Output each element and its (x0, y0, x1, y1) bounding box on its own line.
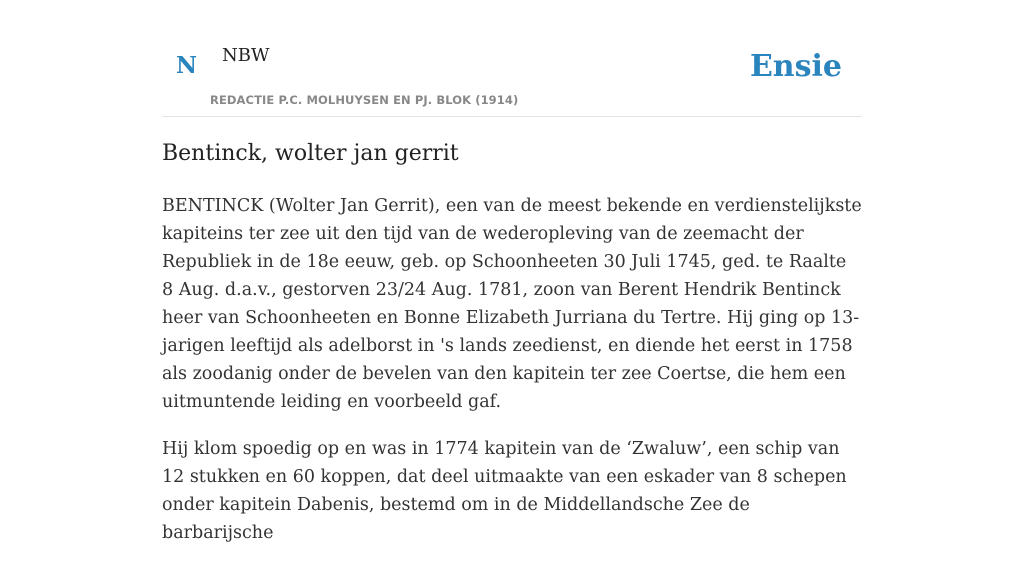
article-paragraph: BENTINCK (Wolter Jan Gerrit), een van de meest bekende en verdienstelijkste kapiteins ter zee uit den tijd van de wederopleving van de zeemacht der Republiek in de 18e eeuw, geb. op Schoonheeten 30 Juli 1745, ged. te Raalte 8 Aug. d.a.v., gestorven 23/24 Aug. 1781, zoon van Berent Hendrik Bentinck heer van Schoonheeten en Bonne Elizabeth Jurriana du Tertre. Hij ging op 13-jarigen leeftijd als adelborst in 's lands zeedienst, en diende het eerst in 1758 als zoodanig onder de bevelen van den kapitein ter zee Coertse, die hem een uitmuntende leiding en voorbeeld gaf. (162, 196, 862, 412)
article-body (162, 192, 862, 566)
publication-title[interactable]: NBW (222, 45, 270, 66)
publication-header (162, 0, 862, 117)
publication-subtitle: REDACTIE P.C. MOLHUYSEN EN PJ. BLOK (1914) (210, 93, 519, 107)
article-paragraph: Hij klom spoedig op en was in 1774 kapitein van de ‘Zwaluw’, een schip van 12 stukken en 60 koppen, dat deel uitmaakte van een eskader van 8 schepen onder kapitein Dabenis, bestemd om in de Middellandsche Zee de barbarijsche (162, 439, 847, 543)
article-title: Bentinck, wolter jan gerrit (162, 141, 459, 166)
content-column (162, 0, 862, 543)
brand-logo-link[interactable]: Ensie (749, 49, 842, 84)
publication-logo[interactable]: N (176, 52, 198, 79)
